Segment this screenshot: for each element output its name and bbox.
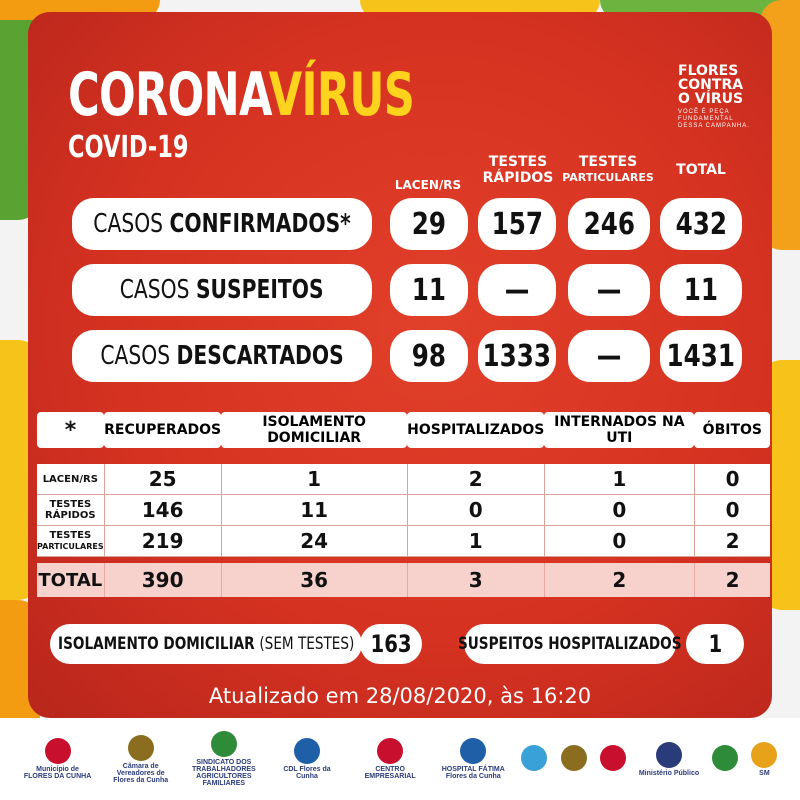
cdl-icon — [294, 738, 320, 764]
campaign-tagline2: FUNDAMENTAL — [678, 116, 734, 122]
summary-label-discarded: CASOS DESCARTADOS — [72, 330, 372, 382]
hospital-icon — [460, 738, 486, 764]
total-label: TOTAL — [37, 563, 104, 597]
table-cell: 11 — [221, 495, 407, 526]
table-cell: 24 — [221, 526, 407, 557]
detail-header-row — [37, 412, 770, 448]
sm-logo-icon — [751, 742, 777, 768]
table-cell: 25 — [104, 464, 221, 495]
row-label-lacen: LACEN/RS — [37, 464, 104, 495]
campaign-tagline3: DESSA CAMPANHA. — [678, 123, 750, 129]
sponsor-name: Câmara de Vereadores de Flores da Cunha — [113, 762, 169, 784]
isolamento-sem-testes-value: 163 — [360, 624, 422, 664]
table-cell: 0 — [694, 464, 770, 495]
state-crest-icon — [712, 745, 738, 771]
summary-discarded-total: 1431 — [660, 330, 742, 382]
sponsor-logo — [438, 738, 508, 780]
table-cell: 0 — [694, 495, 770, 526]
sponsor-name: SM — [759, 769, 770, 777]
sponsor-logo — [712, 745, 738, 773]
asterisk-cell: * — [37, 412, 104, 448]
detail-table — [37, 412, 770, 597]
summary-discarded-particulares: — — [568, 330, 650, 382]
table-row — [37, 495, 770, 526]
summary-discarded-rapidos: 1333 — [478, 330, 556, 382]
sponsor-name: CDL Flores da Cunha — [283, 766, 331, 780]
sponsor-name: SINDICATO DOS TRABALHADORES AGRICULTORES FAMILIARES — [191, 759, 256, 787]
page-title: CORONAVÍRUS — [68, 60, 415, 130]
summary-discarded-lacen: 98 — [390, 330, 468, 382]
total-cell: 36 — [221, 563, 407, 597]
table-cell: 1 — [407, 526, 544, 557]
sponsor-name: Município de FLORES DA CUNHA — [23, 766, 92, 780]
table-cell: 146 — [104, 495, 221, 526]
table-cell: 2 — [694, 526, 770, 557]
campaign-tagline1: VOCÊ É PEÇA — [678, 109, 730, 115]
total-cell: 2 — [694, 563, 770, 597]
page-subtitle: COVID-19 — [68, 130, 189, 165]
row-label-rapidos: TESTES RÁPIDOS — [37, 495, 104, 526]
sponsor-logo — [355, 738, 425, 780]
table-cell: 219 — [104, 526, 221, 557]
table-cell: 2 — [407, 464, 544, 495]
summary-confirmed-total: 432 — [660, 198, 742, 250]
summary-confirmed-particulares: 246 — [568, 198, 650, 250]
sponsor-logo — [561, 745, 587, 773]
col-header-particulares: TESTES PARTICULARES — [562, 154, 654, 184]
campaign-logo — [678, 64, 768, 130]
col-header-lacen: LACEN/RS — [394, 178, 462, 192]
table-cell: 1 — [544, 464, 694, 495]
police-badge-icon — [561, 745, 587, 771]
suspeitos-hospitalizados-label: SUSPEITOS HOSPITALIZADOS — [464, 624, 676, 664]
updated-timestamp: Atualizado em 28/08/2020, às 16:20 — [208, 684, 592, 708]
header-uti: INTERNADOS NA UTI — [544, 412, 694, 448]
table-row — [37, 526, 770, 557]
table-cell: 0 — [544, 526, 694, 557]
header-isolamento: ISOLAMENTO DOMICILIAR — [221, 412, 407, 448]
header-obitos: ÓBITOS — [694, 412, 770, 448]
sponsor-logo — [272, 738, 342, 780]
fire-badge-icon — [600, 745, 626, 771]
row-label-particulares: TESTES PARTICULARES — [37, 526, 104, 557]
sponsor-logo — [639, 742, 699, 777]
sponsor-logo — [751, 742, 777, 777]
campaign-line2: CONTRA — [678, 77, 744, 93]
sponsor-logo — [521, 745, 547, 773]
total-cell: 3 — [407, 563, 544, 597]
chamber-crest-icon — [128, 735, 154, 761]
col-header-rapidos: TESTES RÁPIDOS — [482, 154, 554, 186]
table-row — [37, 464, 770, 495]
state-map-icon — [521, 745, 547, 771]
municipal-crest-icon — [45, 738, 71, 764]
isolamento-sem-testes-label: ISOLAMENTO DOMICILIAR (SEM TESTES) — [50, 624, 362, 664]
sponsor-logo — [600, 745, 626, 773]
col-header-total: TOTAL — [676, 162, 726, 178]
table-cell: 1 — [221, 464, 407, 495]
sponsor-logo — [106, 735, 176, 784]
leaf-icon — [211, 731, 237, 757]
summary-label-suspected: CASOS SUSPEITOS — [72, 264, 372, 316]
total-row — [37, 563, 770, 597]
flower-icon — [377, 738, 403, 764]
total-cell: 390 — [104, 563, 221, 597]
header-hospitalizados: HOSPITALIZADOS — [407, 412, 544, 448]
summary-label-confirmed: CASOS CONFIRMADOS* — [72, 198, 372, 250]
campaign-line3: O VÍRUS — [678, 91, 744, 107]
sponsor-name: CENTRO EMPRESARIAL — [364, 766, 416, 780]
sponsor-name: HOSPITAL FÁTIMA Flores da Cunha — [441, 766, 505, 780]
summary-confirmed-rapidos: 157 — [478, 198, 556, 250]
sponsor-name: Ministério Público — [638, 769, 700, 777]
sponsor-strip — [0, 718, 800, 800]
header-recuperados: RECUPERADOS — [104, 412, 221, 448]
summary-suspected-particulares: — — [568, 264, 650, 316]
table-cell: 0 — [544, 495, 694, 526]
total-cell: 2 — [544, 563, 694, 597]
table-cell: 0 — [407, 495, 544, 526]
summary-confirmed-lacen: 29 — [390, 198, 468, 250]
main-panel — [28, 12, 772, 718]
summary-suspected-total: 11 — [660, 264, 742, 316]
campaign-line1: FLORES — [678, 63, 739, 79]
summary-suspected-rapidos: — — [478, 264, 556, 316]
ministry-icon — [656, 742, 682, 768]
sponsor-logo — [189, 731, 259, 787]
summary-suspected-lacen: 11 — [390, 264, 468, 316]
suspeitos-hospitalizados-value: 1 — [686, 624, 744, 664]
sponsor-logo — [23, 738, 93, 780]
